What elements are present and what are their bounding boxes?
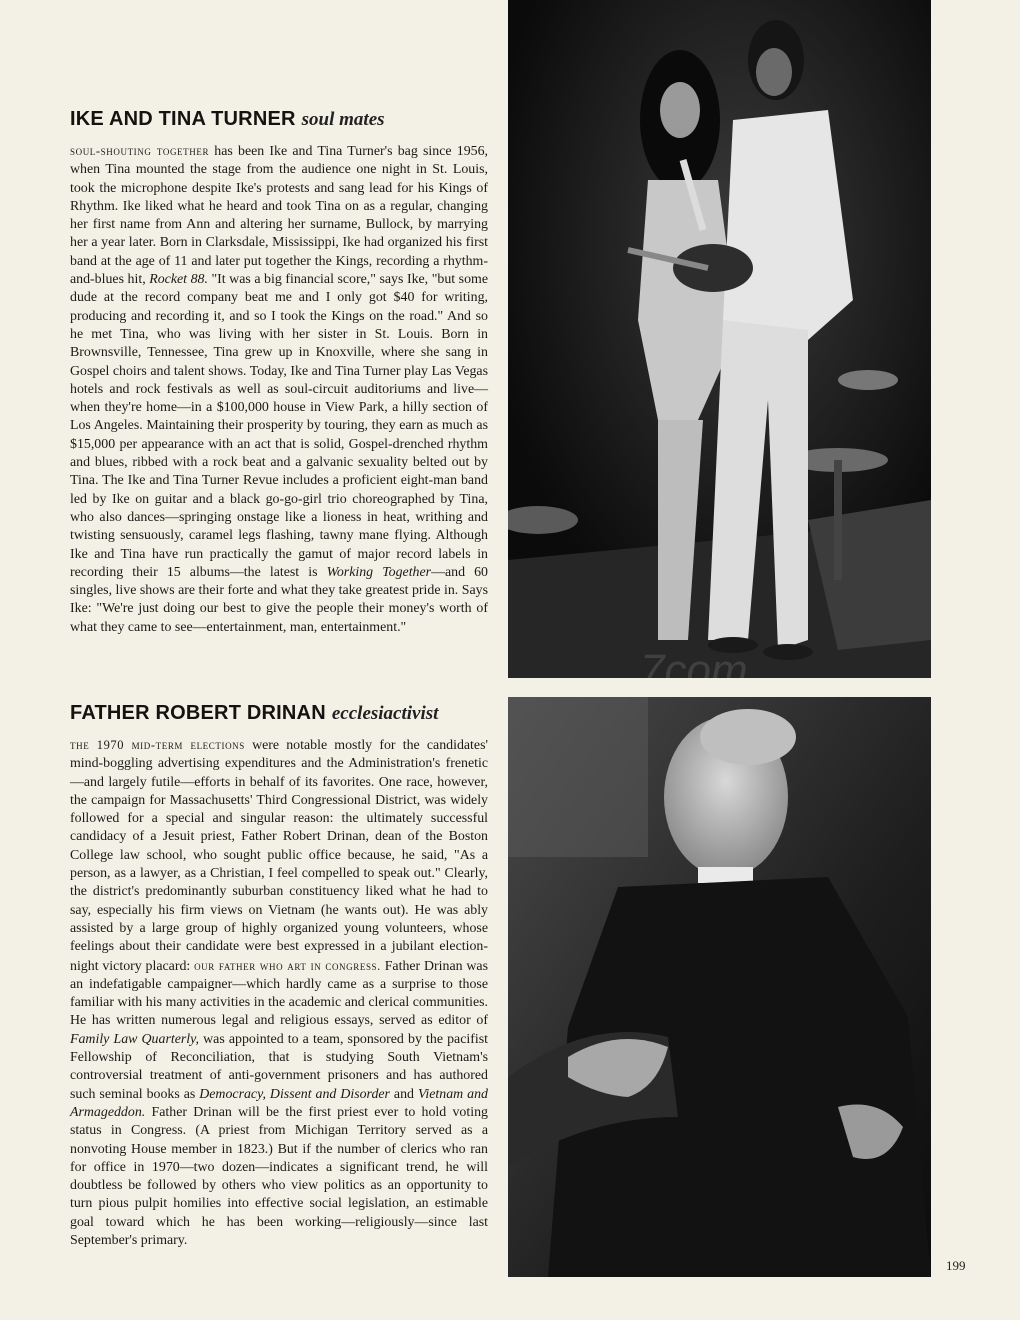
headline-tagline: soul mates — [301, 109, 385, 130]
headline-name: IKE AND TINA TURNER — [70, 108, 296, 130]
article-headline — [70, 104, 488, 134]
placard-text: our father who art in congress. — [194, 958, 381, 973]
article-body — [70, 142, 488, 637]
journal-title: Family Law Quarterly, — [70, 1031, 200, 1047]
article-ike-tina-turner — [70, 104, 488, 637]
stage-photo-graphic — [508, 0, 931, 678]
article-father-drinan — [70, 698, 488, 1250]
body-text: Father Drinan will be the first priest ever to hold voting status in Congress. (A priest from Michigan Territory served as a nonvoting House member in 1823.) But if the number of clerics who ran for office in 1970—two dozen—indicates a significant trend, he will doubtless be followed by others who view politics as an opportunity to turn pious pulpit homilies into effective social legislation, an estimable goal toward which he has been working—religiously—since last September's primary. — [70, 1104, 488, 1249]
article-headline — [70, 698, 488, 728]
album-title: Working Together — [326, 564, 432, 580]
body-text: and — [389, 1086, 418, 1102]
song-title: Rocket 88. — [149, 272, 208, 288]
book-title: Democracy, Dissent and Disorder — [199, 1086, 390, 1102]
body-text: —and 60 singles, live shows are their forte and what they take greatest pride in. Says Ike: "We're just doing our best to give the people their money's worth of what they came to see—entertainment, man, entertainment." — [70, 564, 488, 635]
headline-tagline: ecclesiactivist — [331, 703, 439, 724]
body-text: has been Ike and Tina Turner's bag since 1956, when Tina mounted the stage from the audience one night in St. Louis, took the microphone despite Ike's protests and sang lead for his Kings of Rhythm. Ike liked what he heard and took Tina on as a regular, changing her first name from Ann and altering her surname, Bullock, by marrying her a year later. Born in Clarksdale, Mississippi, Ike had organized his first band at the age of 11 and later put together the Kings, recording a rhythm-and-blues hit, — [70, 144, 488, 288]
lead-in: soul-shouting together — [70, 144, 210, 158]
body-text: Father Drinan was an indefatigable campaigner—which hardly came as a surprise to those familiar with his many activities in the academic and clerical communities. He has written numerous legal and religious essays, served as editor of — [70, 958, 488, 1029]
body-text: were notable mostly for the candidates' mind-boggling advertising expenditures and the Administration's frenetic—and largely futile—efforts in behalf of its favorites. One race, however, the campaign for Massachusetts' Third Congressional District, was widely followed for a special and singular reason: the ultimately successful candidacy of a Jesuit priest, Father Robert Drinan, dean of the Boston College law school, who sought public office because, he said, "As a person, as a lawyer, as a Christian, I feel compelled to speak out." Clearly, the district's predominantly suburban constituency liked what he had to say, especially his firm views on Vietnam (he wants out). He was ably assisted by a large group of highly organized young volunteers, whose feelings about their candidate were best expressed in a jubilant election-night victory placard: — [70, 738, 488, 974]
article-body — [70, 736, 488, 1250]
body-text: was appointed to a team, sponsored by the pacifist Fellowship of Reconciliation, that is studying South Vietnam's controversial treatment of anti-government prisoners and has authored such seminal books as — [70, 1031, 488, 1102]
lead-in: the 1970 mid-term elections — [70, 738, 245, 752]
headline-name: FATHER ROBERT DRINAN — [70, 702, 326, 724]
portrait-photo-graphic — [508, 697, 931, 1277]
body-text: "It was a big financial score," says Ike, "but some dude at the record company beat me and I only got $40 for writing, producing and recording it, and so I took the Kings on the road." And so he met Tina, who was living with her sister in St. Louis. Born in Brownsville, Tennessee, Tina grew up in Knoxville, where she sang in Gospel choirs and talent shows. Today, Ike and Tina Turner play Las Vegas hotels and rock festivals as well as soul-circuit auditoriums and live—when they're home—in a $100,000 house in View Park, a hilly section of Los Angeles. Maintaining their prosperity by touring, they earn as much as $15,000 per appearance with an act that is solid, Gospel-drenched rhythm and blues, ribbed with a rock beat and a galvanic sexuality belted out by Tina. The Ike and Tina Turner Revue includes a proficient eight-man band led by Ike on guitar and a black go-go-girl trio choreographed by Tina, who also dances—springing onstage like a lioness in heat, writhing and twisting sensuously, caramel legs flashing, tawny mane flying. Although Ike and Tina have run practically the gamut of major record labels in recording their 15 albums—the latest is — [70, 272, 488, 580]
photo-ike-tina-stage — [508, 0, 931, 678]
photo-father-drinan — [508, 697, 931, 1277]
book-title: Vietnam and Armageddon. — [70, 1086, 488, 1120]
page-number: 199 — [946, 1258, 966, 1273]
